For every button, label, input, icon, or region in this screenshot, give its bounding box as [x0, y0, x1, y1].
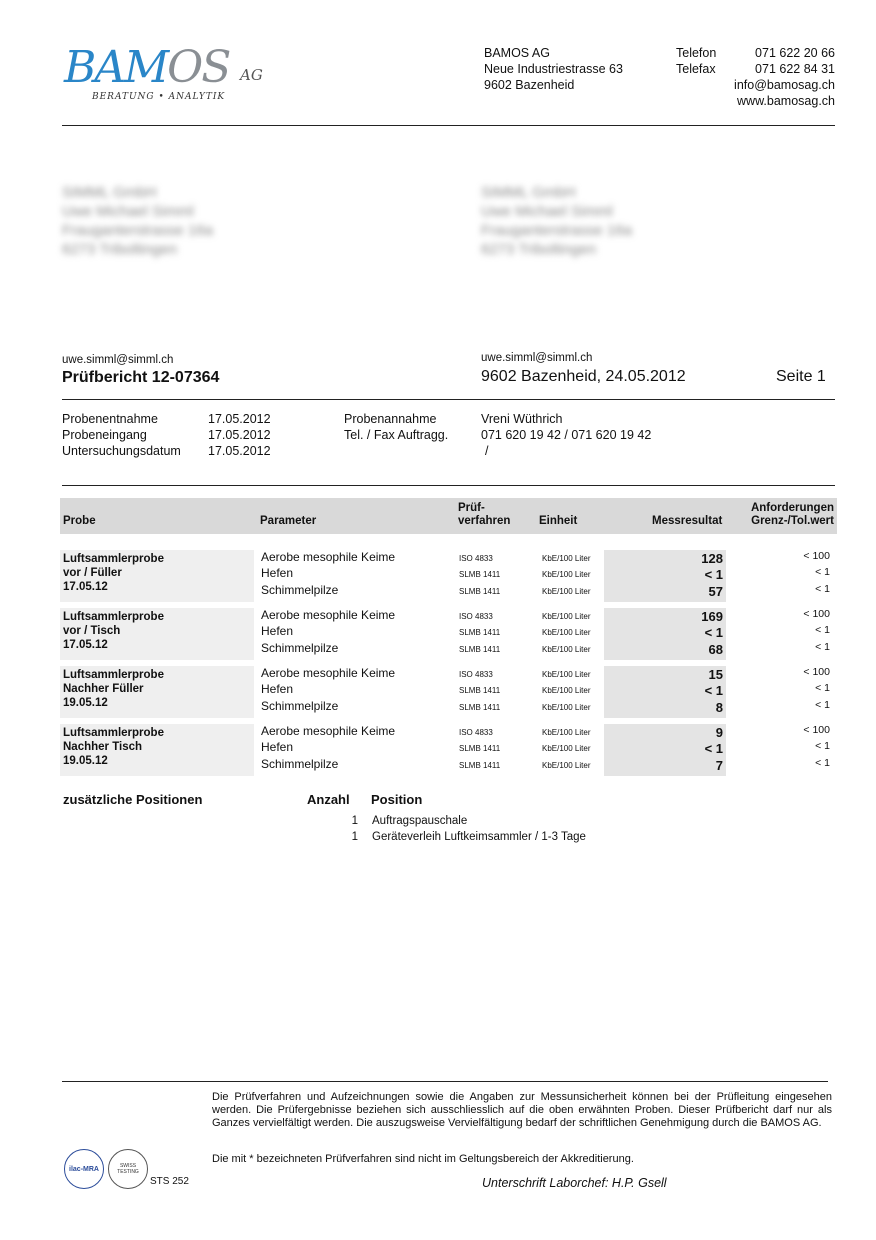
requirement-limit: < 100 — [803, 666, 830, 678]
sample-label-line: Luftsammlerprobe — [63, 553, 164, 565]
sample-label-line: vor / Füller — [63, 567, 122, 579]
unit: KbE/100 Liter — [542, 645, 591, 654]
sample-label — [60, 608, 254, 660]
parameter-name: Schimmelpilze — [261, 699, 339, 713]
recipient-line: Frauganterstrasse 16a — [481, 222, 632, 239]
sample-label-line: 19.05.12 — [63, 755, 108, 767]
footer-divider — [62, 1081, 828, 1082]
additional-item: Geräteverleih Luftkeimsammler / 1-3 Tage — [372, 831, 586, 843]
recipient-line: SIMML GmbH — [62, 184, 157, 201]
recipient-line: 6273 Triboltingen — [481, 241, 597, 258]
requirement-limit: < 100 — [803, 608, 830, 620]
header-verfahren-line: verfahren — [458, 515, 511, 527]
parameter-name: Schimmelpilze — [261, 757, 339, 771]
meta-label: Tel. / Fax Auftragg. — [344, 428, 449, 442]
measurement-value: 9 — [715, 725, 723, 740]
measurement-value: 128 — [701, 551, 723, 566]
sample-label — [60, 724, 254, 776]
measurement-value: 15 — [708, 667, 723, 682]
sample-label-line: Luftsammlerprobe — [63, 669, 164, 681]
contact-values — [700, 45, 835, 109]
header-divider — [62, 125, 835, 126]
requirement-limit: < 1 — [815, 682, 830, 694]
meta-label: Probenannahme — [344, 412, 437, 426]
header-messresultat: Messresultat — [652, 515, 723, 527]
results-table-header — [60, 498, 837, 534]
ilac-mra-seal-text: ilac-MRA — [69, 1165, 99, 1173]
footer-disclaimer: Die Prüfverfahren und Aufzeichnungen sowie die Angaben zur Messunsicherheit können bei der Prüfleitung eingesehen werden. Die Prüfergebnisse beziehen sich ausschliesslich auf die oben erwähnten Proben. Dieser Prüfbericht darf nur als Ganzes vervielfältigt werden. Die auszugsweise Vervielfältigung bedarf der schriftlichen Genehmigung durch die BAMOS AG. — [212, 1091, 832, 1129]
recipient-email-left[interactable]: uwe.simml@simml.ch — [62, 354, 174, 366]
parameter-name: Aerobe mesophile Keime — [261, 550, 396, 564]
requirement-limit: < 1 — [815, 583, 830, 595]
requirement-limit: < 1 — [815, 757, 830, 769]
unit: KbE/100 Liter — [542, 744, 591, 753]
meta-value: 17.05.2012 — [208, 444, 271, 458]
header-anf-line: Grenz-/Tol.wert — [751, 515, 834, 527]
sample-label-line: 19.05.12 — [63, 697, 108, 709]
company-website[interactable]: www.bamosag.ch — [737, 94, 835, 108]
meta-value: 17.05.2012 — [208, 412, 271, 426]
title-divider — [62, 399, 835, 400]
recipient-address-left — [62, 183, 213, 259]
header-einheit: Einheit — [539, 515, 578, 527]
measurement-value: 57 — [708, 584, 723, 599]
header-anforderungen — [740, 502, 834, 528]
requirement-limit: < 100 — [803, 550, 830, 562]
parameter-name: Schimmelpilze — [261, 583, 339, 597]
unit: KbE/100 Liter — [542, 670, 591, 679]
fax-number: 071 622 84 31 — [755, 62, 835, 76]
meta-value: 071 620 19 42 / 071 620 19 42 — [481, 428, 652, 442]
test-method: ISO 4833 — [459, 728, 493, 737]
measurement-value: < 1 — [704, 683, 723, 698]
fax-label: Telefax — [676, 62, 716, 76]
sample-label-line: 17.05.12 — [63, 639, 108, 651]
additional-qty: 1 — [351, 831, 358, 843]
unit: KbE/100 Liter — [542, 612, 591, 621]
company-email[interactable]: info@bamosag.ch — [734, 78, 835, 92]
meta-value: 17.05.2012 — [208, 428, 271, 442]
meta-right-values — [481, 411, 651, 459]
company-address — [484, 45, 623, 93]
header-verfahren — [458, 502, 510, 528]
header-verfahren-line: Prüf- — [458, 502, 485, 514]
recipient-line: SIMML GmbH — [481, 184, 576, 201]
test-method: SLMB 1411 — [459, 744, 501, 753]
test-method: ISO 4833 — [459, 670, 493, 679]
test-method: SLMB 1411 — [459, 645, 501, 654]
unit: KbE/100 Liter — [542, 728, 591, 737]
measurement-value: 7 — [715, 758, 723, 773]
test-method: SLMB 1411 — [459, 570, 501, 579]
swiss-testing-seal — [108, 1149, 148, 1189]
company-name: BAMOS AG — [484, 46, 550, 60]
requirement-limit: < 1 — [815, 699, 830, 711]
recipient-email-right[interactable]: uwe.simml@simml.ch — [481, 352, 593, 364]
recipient-line: 6273 Triboltingen — [62, 241, 178, 258]
meta-label: Probenentnahme — [62, 412, 158, 426]
requirement-limit: < 1 — [815, 624, 830, 636]
test-method: SLMB 1411 — [459, 587, 501, 596]
additional-qty: 1 — [351, 815, 358, 827]
recipient-line: Uwe Michael Simml — [481, 203, 613, 220]
meta-divider — [62, 485, 835, 486]
phone-label: Telefon — [676, 46, 717, 60]
header-parameter: Parameter — [260, 515, 317, 527]
recipient-line: Uwe Michael Simml — [62, 203, 194, 220]
unit: KbE/100 Liter — [542, 703, 591, 712]
test-method: SLMB 1411 — [459, 686, 501, 695]
test-method: ISO 4833 — [459, 612, 493, 621]
parameter-name: Aerobe mesophile Keime — [261, 724, 396, 738]
recipient-line: Frauganterstrasse 16a — [62, 222, 213, 239]
unit: KbE/100 Liter — [542, 554, 591, 563]
logo-wordmark: BAMOS — [64, 42, 230, 93]
measurement-value: 8 — [715, 700, 723, 715]
additional-qty-column — [340, 813, 358, 845]
measurement-value: < 1 — [704, 567, 723, 582]
measurement-value: < 1 — [704, 741, 723, 756]
unit: KbE/100 Liter — [542, 587, 591, 596]
additional-item: Auftragspauschale — [372, 815, 468, 827]
test-method: SLMB 1411 — [459, 703, 501, 712]
signature-line: Unterschrift Laborchef: H.P. Gsell — [482, 1176, 667, 1190]
sample-label-line: vor / Tisch — [63, 625, 121, 637]
requirement-limit: < 1 — [815, 740, 830, 752]
sample-label — [60, 666, 254, 718]
unit: KbE/100 Liter — [542, 570, 591, 579]
ilac-mra-seal — [64, 1149, 104, 1189]
unit: KbE/100 Liter — [542, 761, 591, 770]
parameter-name: Hefen — [261, 624, 294, 638]
parameter-name: Aerobe mesophile Keime — [261, 608, 396, 622]
unit: KbE/100 Liter — [542, 686, 591, 695]
meta-value: / — [485, 444, 489, 458]
requirement-limit: < 1 — [815, 641, 830, 653]
page-number: Seite 1 — [776, 368, 826, 385]
requirement-limit: < 1 — [815, 566, 830, 578]
additional-anzahl-label: Anzahl — [307, 792, 350, 807]
footer-note: Die mit * bezeichneten Prüfverfahren sind nicht im Geltungsbereich der Akkreditierung. — [212, 1153, 634, 1165]
logo-suffix: AG — [240, 66, 263, 84]
meta-value: Vreni Wüthrich — [481, 412, 563, 426]
company-city: 9602 Bazenheid — [484, 78, 575, 92]
test-method: SLMB 1411 — [459, 761, 501, 770]
sample-label-line: Nachher Tisch — [63, 741, 143, 753]
measurement-value: 169 — [701, 609, 723, 624]
company-street: Neue Industriestrasse 63 — [484, 62, 623, 76]
recipient-address-right — [481, 183, 632, 259]
company-logo — [64, 38, 274, 108]
sts-number: STS 252 — [150, 1176, 189, 1187]
additional-text-column — [372, 813, 586, 845]
sample-label-line: Luftsammlerprobe — [63, 611, 164, 623]
parameter-name: Schimmelpilze — [261, 641, 339, 655]
unit: KbE/100 Liter — [542, 628, 591, 637]
meta-left-values — [208, 411, 271, 459]
swiss-testing-seal-text: SWISS TESTING — [117, 1163, 139, 1175]
test-method: SLMB 1411 — [459, 628, 501, 637]
meta-right-labels — [344, 411, 448, 443]
parameter-name: Hefen — [261, 566, 294, 580]
sample-label-line: Luftsammlerprobe — [63, 727, 164, 739]
header-anf-line: Anforderungen — [750, 502, 834, 514]
parameter-name: Hefen — [261, 682, 294, 696]
additional-position-label: Position — [371, 792, 423, 807]
sample-label — [60, 550, 254, 602]
report-title: Prüfbericht 12-07364 — [62, 369, 220, 386]
phone-number: 071 622 20 66 — [755, 46, 835, 60]
requirement-limit: < 100 — [803, 724, 830, 736]
measurement-value: < 1 — [704, 625, 723, 640]
additional-title: zusätzliche Positionen — [63, 792, 203, 807]
report-place-date: 9602 Bazenheid, 24.05.2012 — [481, 368, 686, 385]
meta-label: Untersuchungsdatum — [62, 444, 181, 458]
measurement-value: 68 — [708, 642, 723, 657]
parameter-name: Hefen — [261, 740, 294, 754]
sample-label-line: 17.05.12 — [63, 581, 108, 593]
meta-left-labels — [62, 411, 181, 459]
logo-tagline: BERATUNG • ANALYTIK — [92, 92, 226, 102]
test-method: ISO 4833 — [459, 554, 493, 563]
header-probe: Probe — [63, 515, 96, 527]
meta-label: Probeneingang — [62, 428, 147, 442]
sample-label-line: Nachher Füller — [63, 683, 144, 695]
parameter-name: Aerobe mesophile Keime — [261, 666, 396, 680]
